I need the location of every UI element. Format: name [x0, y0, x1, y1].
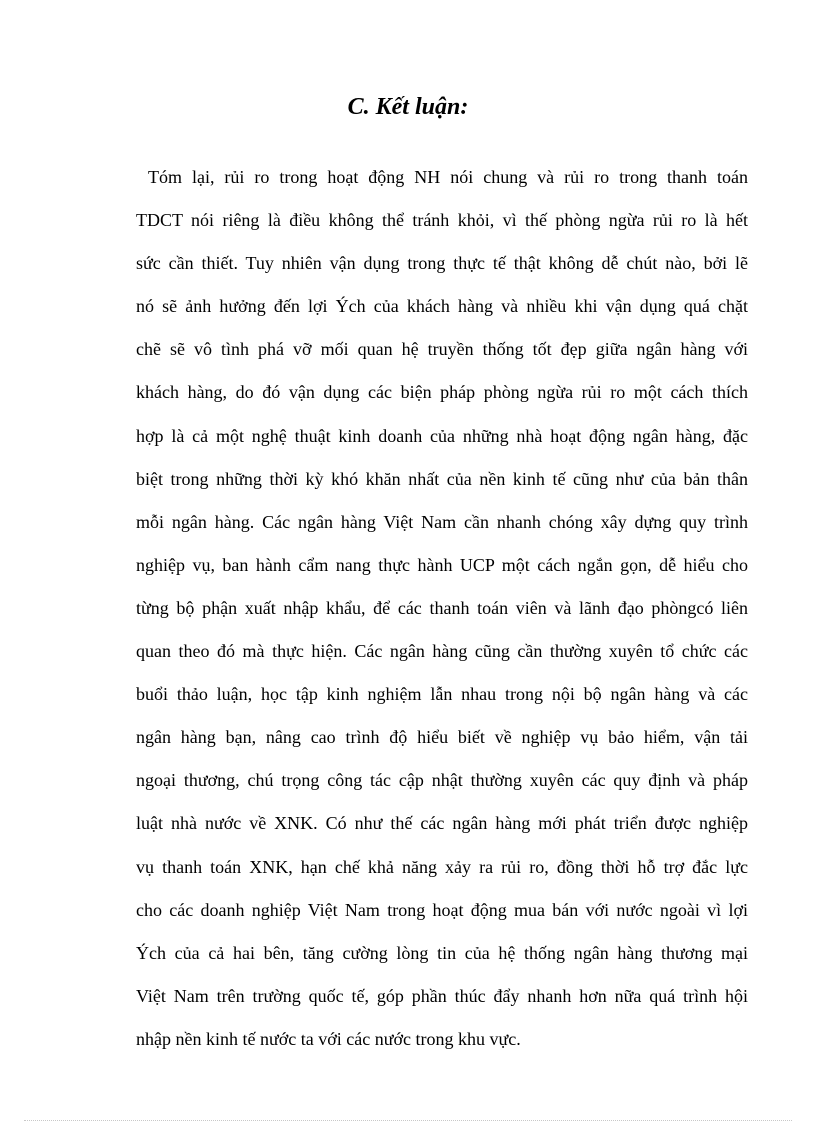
- page-bottom-divider: [24, 1120, 792, 1121]
- section-title: C. Kết luận:: [347, 94, 469, 120]
- paragraph-line: từng bộ phận xuất nhập khẩu, để các thanh toán viên và lãnh đạo phòngcó liên: [136, 597, 748, 618]
- paragraph-line: TDCT nói riêng là điều không thể tránh khỏi, vì thế phòng ngừa rủi ro là hết: [136, 210, 748, 231]
- paragraph-line: biệt trong những thời kỳ khó khăn nhất của nền kinh tế cũng như của bản thân: [136, 468, 748, 489]
- paragraph-line: vụ thanh toán XNK, hạn chế khả năng xảy ra rủi ro, đồng thời hỗ trợ đắc lực: [136, 856, 748, 877]
- paragraph-line: ngoại thương, chú trọng công tác cập nhật thường xuyên các quy định và pháp: [136, 770, 748, 791]
- paragraph-line: Ých của cả hai bên, tăng cường lòng tin của hệ thống ngân hàng thương mại: [136, 942, 748, 963]
- paragraph-line: sức cần thiết. Tuy nhiên vận dụng trong thực tế thật không dễ chút nào, bởi lẽ: [136, 253, 748, 274]
- conclusion-paragraph: [136, 160, 748, 1065]
- paragraph-line: ngân hàng bạn, nâng cao trình độ hiểu biết về nghiệp vụ bảo hiểm, vận tải: [136, 727, 748, 748]
- paragraph-line: nó sẽ ảnh hưởng đến lợi Ých của khách hàng và nhiều khi vận dụng quá chặt: [136, 296, 748, 317]
- paragraph-line: cho các doanh nghiệp Việt Nam trong hoạt động mua bán với nước ngoài vì lợi: [136, 899, 748, 920]
- paragraph-line: hợp là cả một nghệ thuật kinh doanh của những nhà hoạt động ngân hàng, đặc: [136, 425, 748, 446]
- paragraph-line: mỗi ngân hàng. Các ngân hàng Việt Nam cần nhanh chóng xây dựng quy trình: [136, 511, 748, 532]
- paragraph-line: Tóm lại, rủi ro trong hoạt động NH nói chung và rủi ro trong thanh toán: [148, 167, 748, 187]
- paragraph-line: luật nhà nước về XNK. Có như thế các ngân hàng mới phát triển được nghiệp: [136, 813, 748, 834]
- paragraph-line: quan theo đó mà thực hiện. Các ngân hàng cũng cần thường xuyên tổ chức các: [136, 641, 748, 662]
- paragraph-line: buổi thảo luận, học tập kinh nghiệm lẫn nhau trong nội bộ ngân hàng và các: [136, 684, 748, 705]
- paragraph-line: Việt Nam trên trường quốc tế, góp phần thúc đẩy nhanh hơn nữa quá trình hội: [136, 985, 748, 1006]
- paragraph-line: khách hàng, do đó vận dụng các biện pháp phòng ngừa rủi ro một cách thích: [136, 382, 748, 403]
- paragraph-line: nhập nền kinh tế nước ta với các nước trong khu vực.: [136, 1028, 521, 1049]
- paragraph-line: chẽ sẽ vô tình phá vỡ mối quan hệ truyền thống tốt đẹp giữa ngân hàng với: [136, 339, 748, 360]
- paragraph-line: nghiệp vụ, ban hành cẩm nang thực hành UCP một cách ngắn gọn, dễ hiểu cho: [136, 554, 748, 575]
